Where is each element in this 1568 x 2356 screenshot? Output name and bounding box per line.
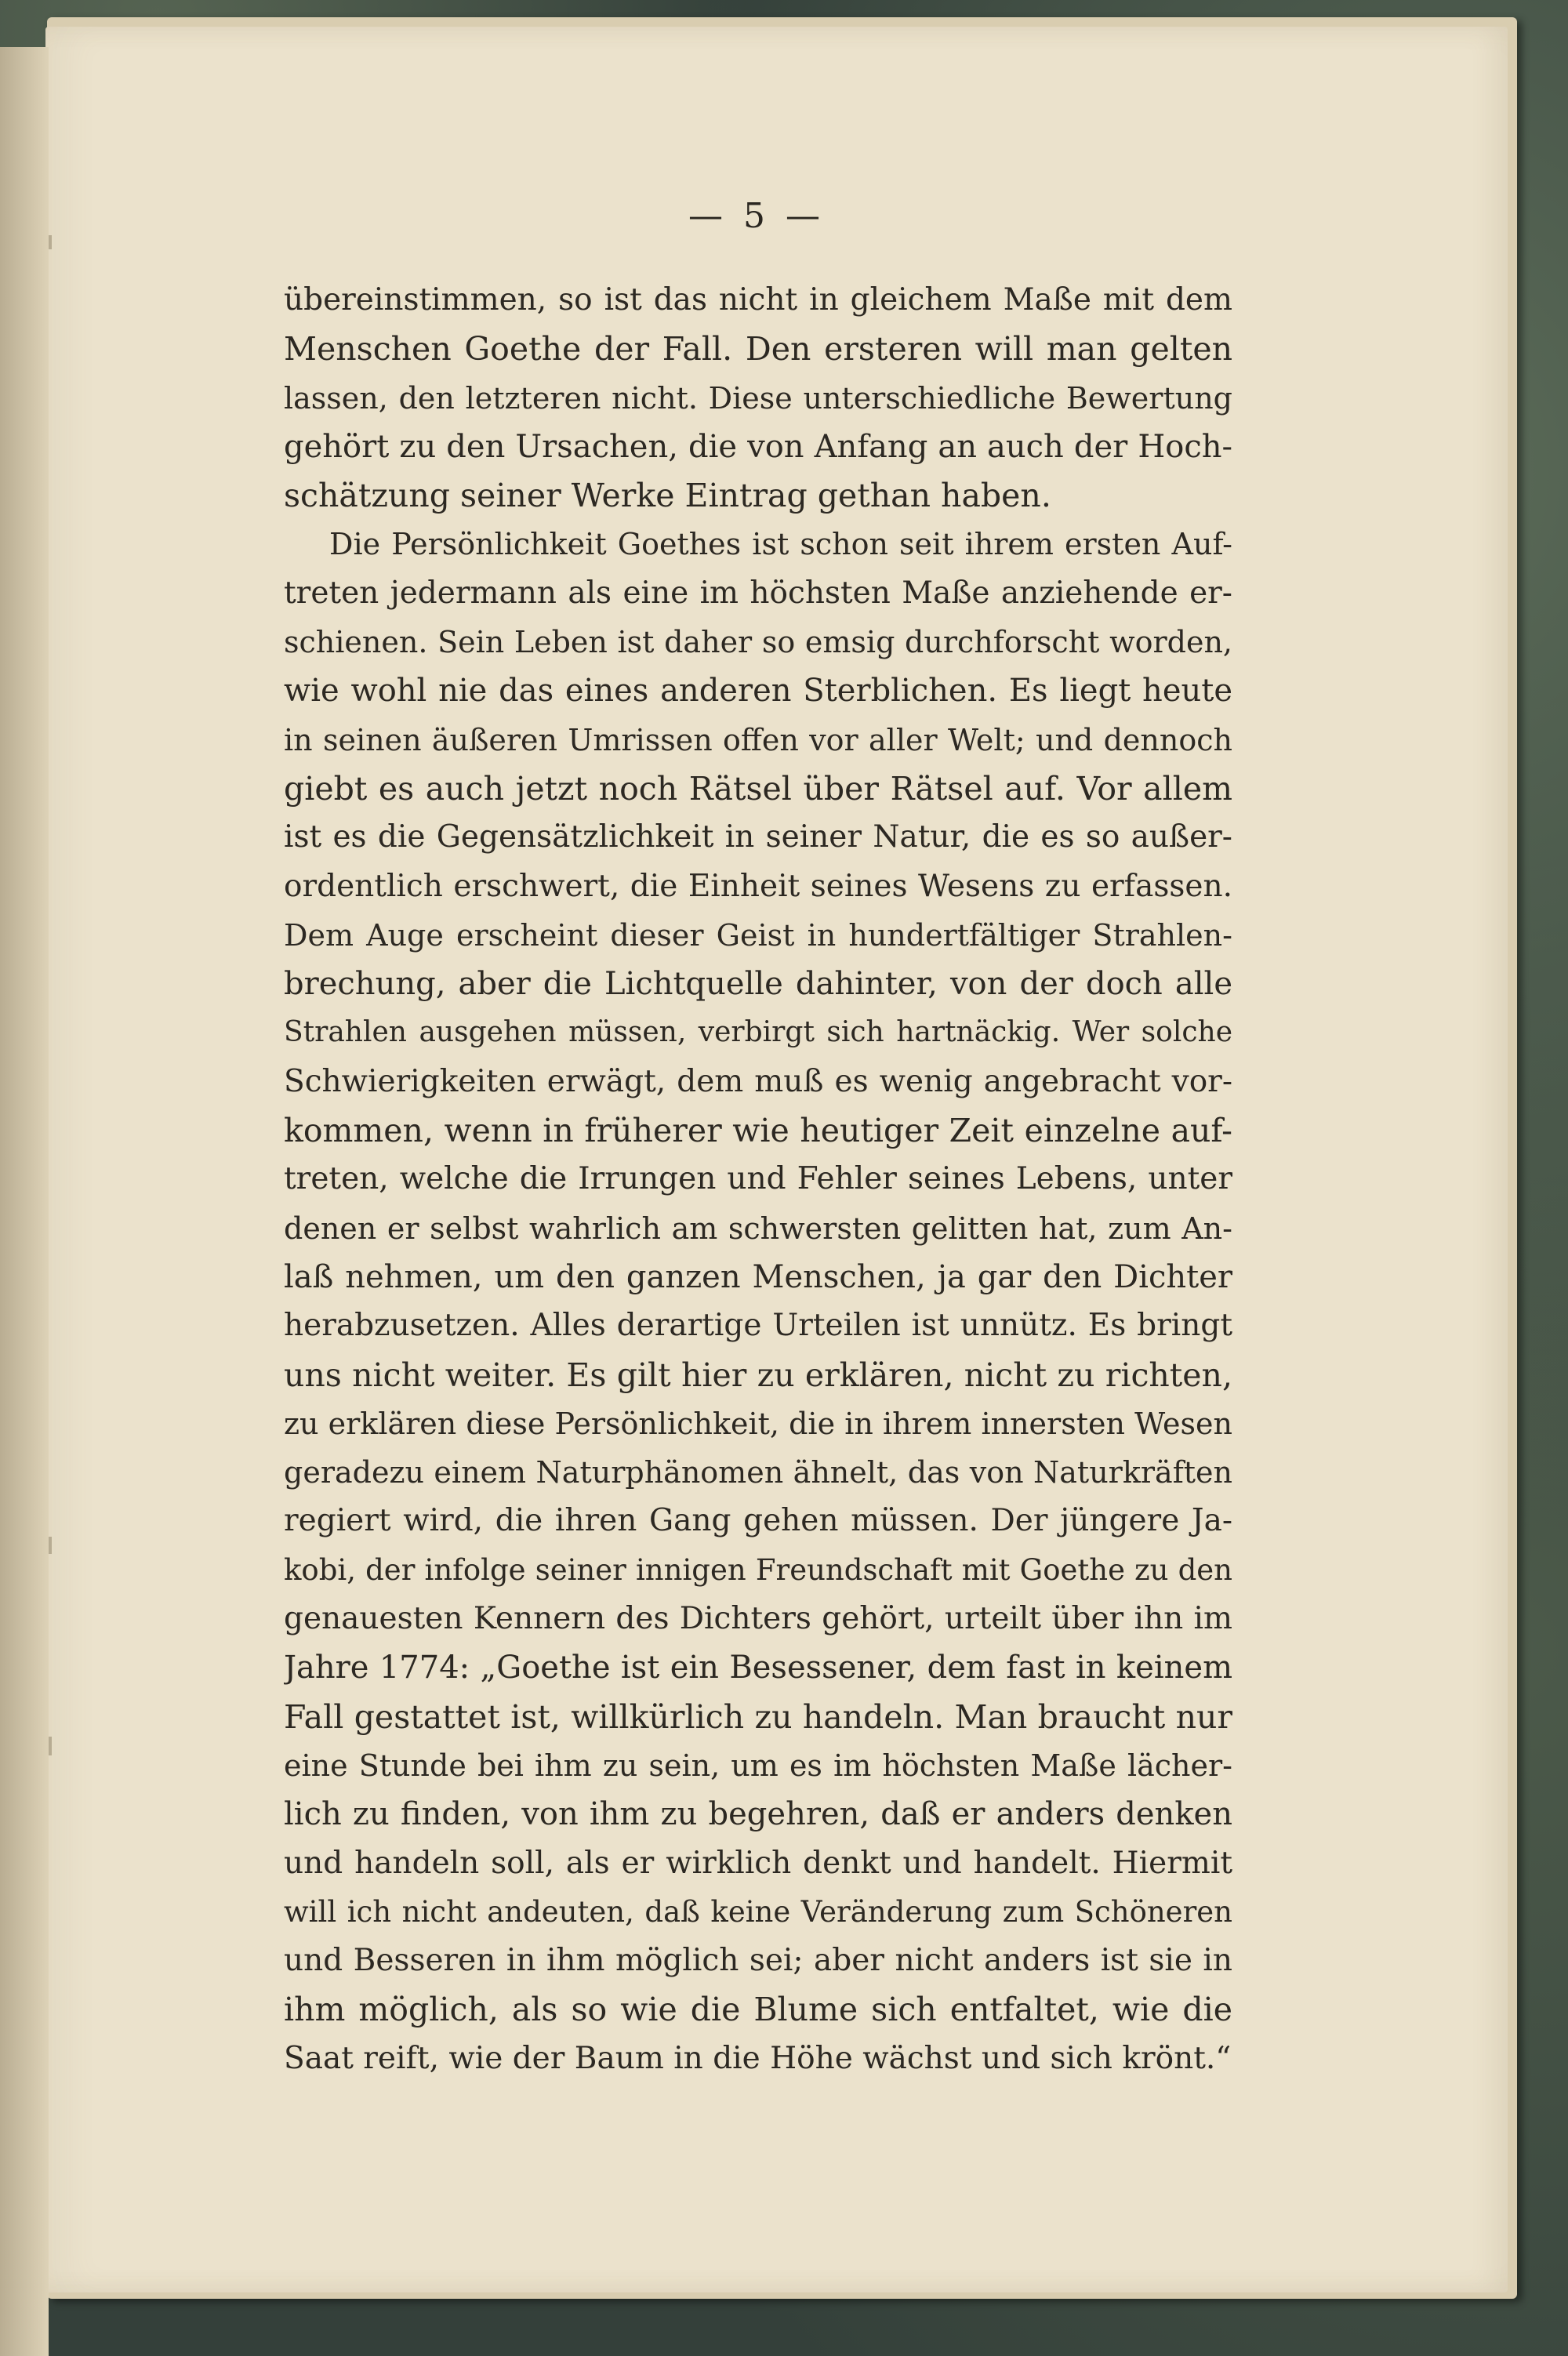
text-line: kobi, der infolge seiner innigen Freundschaft mit Goethe zu den	[284, 1552, 1232, 1587]
gutter-shadow	[0, 47, 49, 2356]
text-line: zu erklären diese Persönlichkeit, die in ihrem innersten Wesen	[284, 1406, 1232, 1441]
text-line: kommen, wenn in früherer wie heutiger Zeit einzelne auf-	[284, 1112, 1232, 1150]
text-line: laß nehmen, um den ganzen Menschen, ja gar den Dichter	[284, 1258, 1232, 1295]
text-line: lassen, den letzteren nicht. Diese unterschiedliche Bewertung	[284, 380, 1232, 416]
text-line: Strahlen ausgehen müssen, verbirgt sich hartnäckig. Wer solche	[284, 1016, 1232, 1049]
text-line: ihm möglich, als so wie die Blume sich entfaltet, wie die	[284, 1991, 1232, 2029]
text-line: Dem Auge erscheint dieser Geist in hundertfältiger Strahlen-	[284, 917, 1232, 953]
text-line: giebt es auch jetzt noch Rätsel über Rätsel auf. Vor allem	[284, 769, 1232, 808]
text-line: gehört zu den Ursachen, die von Anfang an auch der Hoch-	[284, 428, 1232, 465]
text-line: ordentlich erschwert, die Einheit seines Wesens zu erfassen.	[284, 868, 1232, 904]
text-line: wie wohl nie das eines anderen Sterblichen. Es liegt heute	[284, 673, 1232, 710]
text-line: uns nicht weiter. Es gilt hier zu erklären, nicht zu richten,	[284, 1356, 1232, 1394]
text-line: Menschen Goethe der Fall. Den ersteren will man gelten	[284, 330, 1232, 368]
text-line: übereinstimmen, so ist das nicht in gleichem Maße mit dem	[284, 282, 1232, 318]
text-line: herabzusetzen. Alles derartige Urteilen ist unnütz. Es bringt	[284, 1308, 1232, 1344]
text-line: denen er selbst wahrlich am schwersten gelitten hat, zum An-	[284, 1211, 1232, 1246]
margin-mark	[49, 1537, 52, 1554]
text-line: lich zu finden, von ihm zu begehren, daß er anders denken	[284, 1796, 1232, 1833]
text-line: will ich nicht andeuten, daß keine Veränderung zum Schöneren	[284, 1894, 1232, 1929]
text-line: schätzung seiner Werke Eintrag gethan haben.	[284, 477, 1051, 515]
text-line: ist es die Gegensätzlichkeit in seiner Natur, die es so außer-	[284, 819, 1232, 855]
margin-mark	[49, 235, 52, 249]
text-line: in seinen äußeren Umrissen offen vor aller Welt; und dennoch	[284, 722, 1232, 757]
page-number: — 5 —	[688, 196, 825, 236]
text-line: und Besseren in ihm möglich sei; aber nicht anders ist sie in	[284, 1943, 1232, 1979]
text-line: treten jedermann als eine im höchsten Maße anziehende er-	[284, 575, 1232, 611]
text-line: Saat reift, wie der Baum in die Höhe wächst und sich krönt.“	[284, 2040, 1232, 2076]
text-line: brechung, aber die Lichtquelle dahinter, von der doch alle	[284, 966, 1232, 1003]
margin-mark	[49, 1737, 52, 1755]
text-line: treten, welche die Irrungen und Fehler seines Lebens, unter	[284, 1161, 1232, 1197]
text-line: geradezu einem Naturphänomen ähnelt, das von Naturkräften	[284, 1455, 1232, 1490]
text-line: schienen. Sein Leben ist daher so emsig durchforscht worden,	[284, 625, 1232, 660]
text-line: und handeln soll, als er wirklich denkt und handelt. Hiermit	[284, 1845, 1232, 1881]
body-text	[284, 276, 1232, 2083]
text-line: Die Persönlichkeit Goethes ist schon seit ihrem ersten Auf-	[329, 527, 1232, 562]
text-line: Fall gestattet ist, willkürlich zu handeln. Man braucht nur	[284, 1697, 1232, 1736]
text-line: Jahre 1774: „Goethe ist ein Besessener, dem fast in keinem	[284, 1650, 1232, 1686]
text-line: regiert wird, die ihren Gang gehen müssen. Der jüngere Ja-	[284, 1503, 1232, 1539]
text-line: eine Stunde bei ihm zu sein, um es im höchsten Maße lächer-	[284, 1748, 1232, 1783]
text-line: Schwierigkeiten erwägt, dem muß es wenig angebracht vor-	[284, 1063, 1232, 1099]
text-line: genauesten Kennern des Dichters gehört, urteilt über ihn im	[284, 1601, 1232, 1637]
